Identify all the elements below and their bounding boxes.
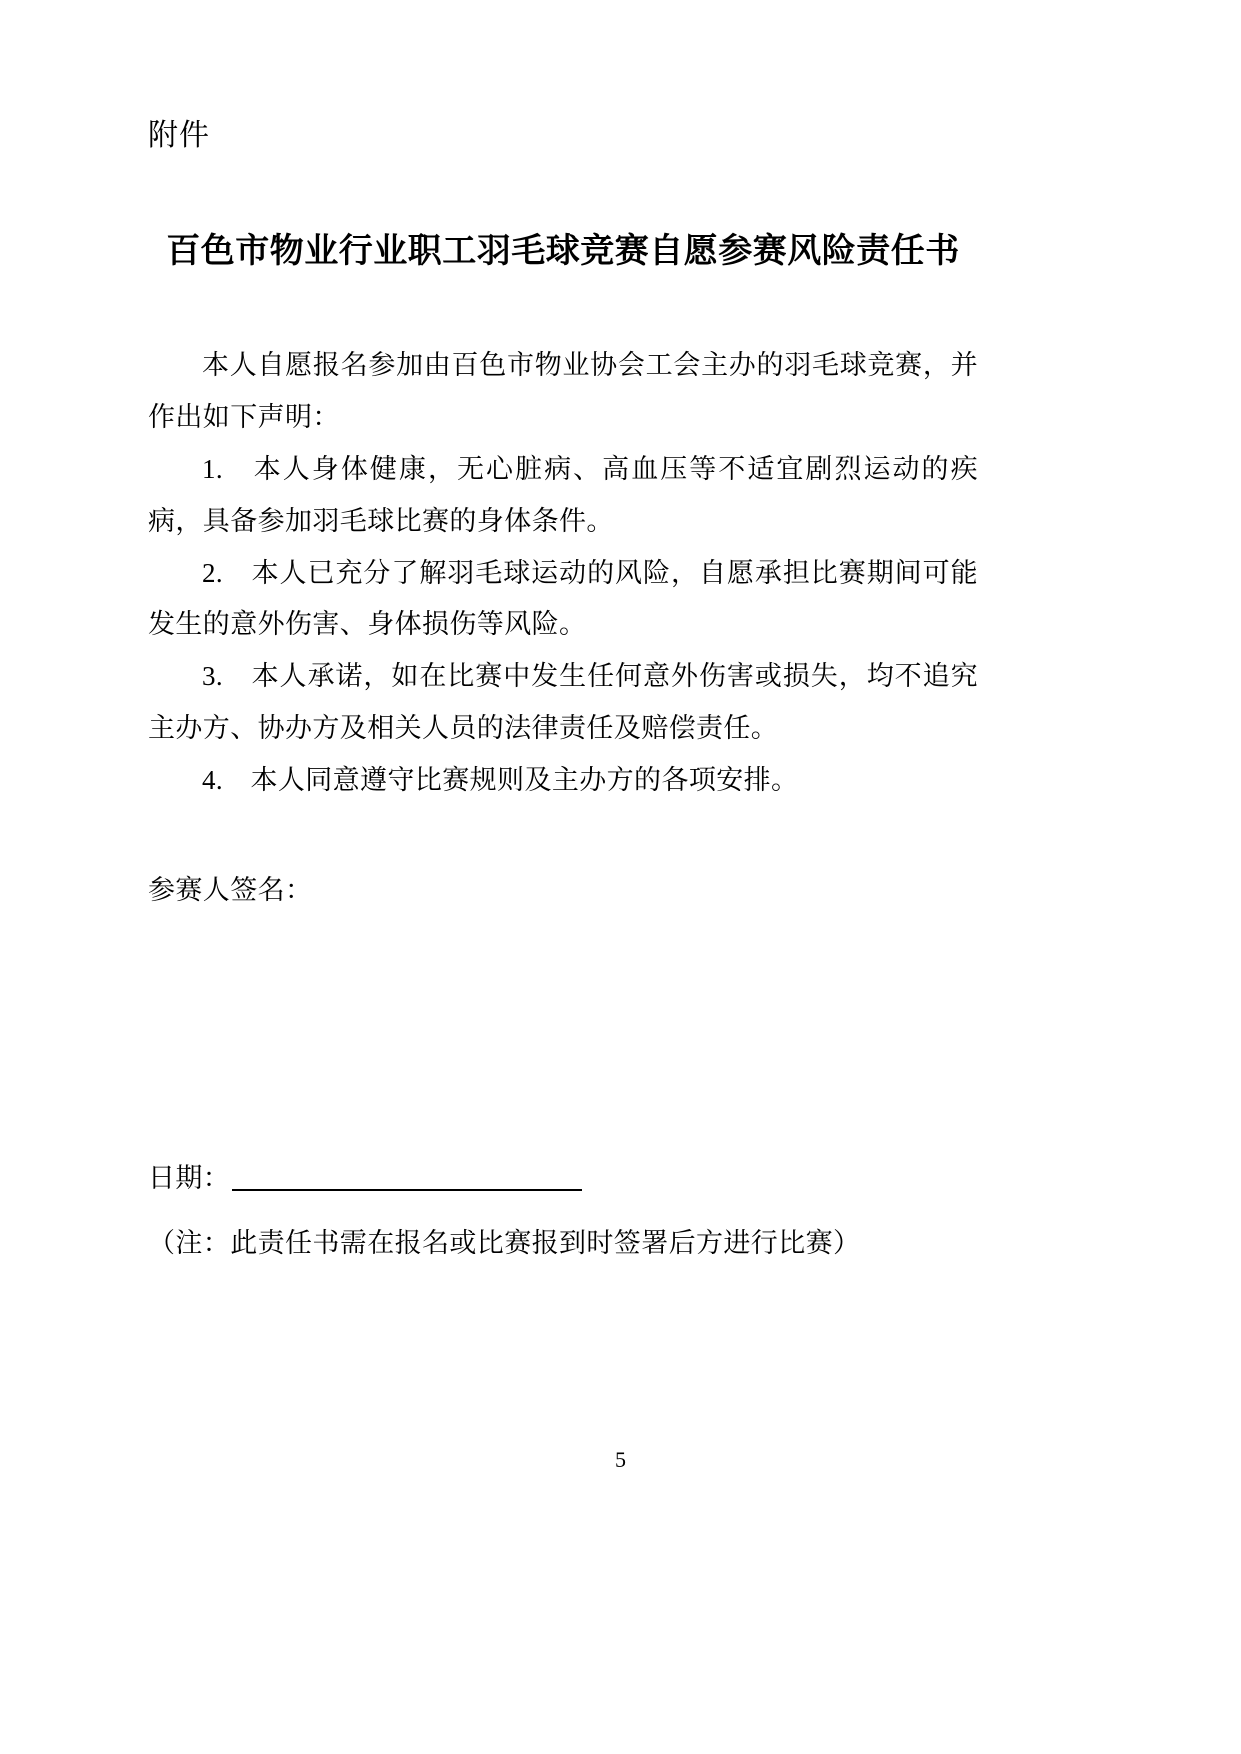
statement-item-4: 4. 本人同意遵守比赛规则及主办方的各项安排。 — [202, 764, 799, 795]
date-blank-line — [232, 1189, 582, 1191]
date-field-row — [148, 1156, 978, 1195]
date-label: 日期： — [148, 1162, 231, 1193]
statement-item-2: 2. 本人已充分了解羽毛球运动的风险，自愿承担比赛期间可能发生的意外伤害、身体损伤等风险。 — [148, 557, 978, 640]
page-number: 5 — [615, 1447, 626, 1472]
statement-section — [148, 340, 978, 806]
document-body — [148, 118, 978, 1260]
intro-paragraph: 本人自愿报名参加由百色市物业协会工会主办的羽毛球竞赛，并作出如下声明： — [148, 350, 978, 433]
attachment-label: 附件 — [148, 119, 210, 152]
signature-label: 参赛人签名： — [148, 874, 313, 905]
statement-item-3: 3. 本人承诺，如在比赛中发生任何意外伤害或损失，均不追究主办方、协办方及相关人员的法律责任及赔偿责任。 — [148, 661, 978, 743]
note-text: （注：此责任书需在报名或比赛报到时签署后方进行比赛） — [148, 1227, 861, 1258]
page-title: 百色市物业行业职工羽毛球竞赛自愿参赛风险责任书 — [166, 233, 960, 270]
statement-item-1: 1. 本人身体健康，无心脏病、高血压等不适宜剧烈运动的疾病，具备参加羽毛球比赛的身体条件。 — [148, 453, 978, 536]
